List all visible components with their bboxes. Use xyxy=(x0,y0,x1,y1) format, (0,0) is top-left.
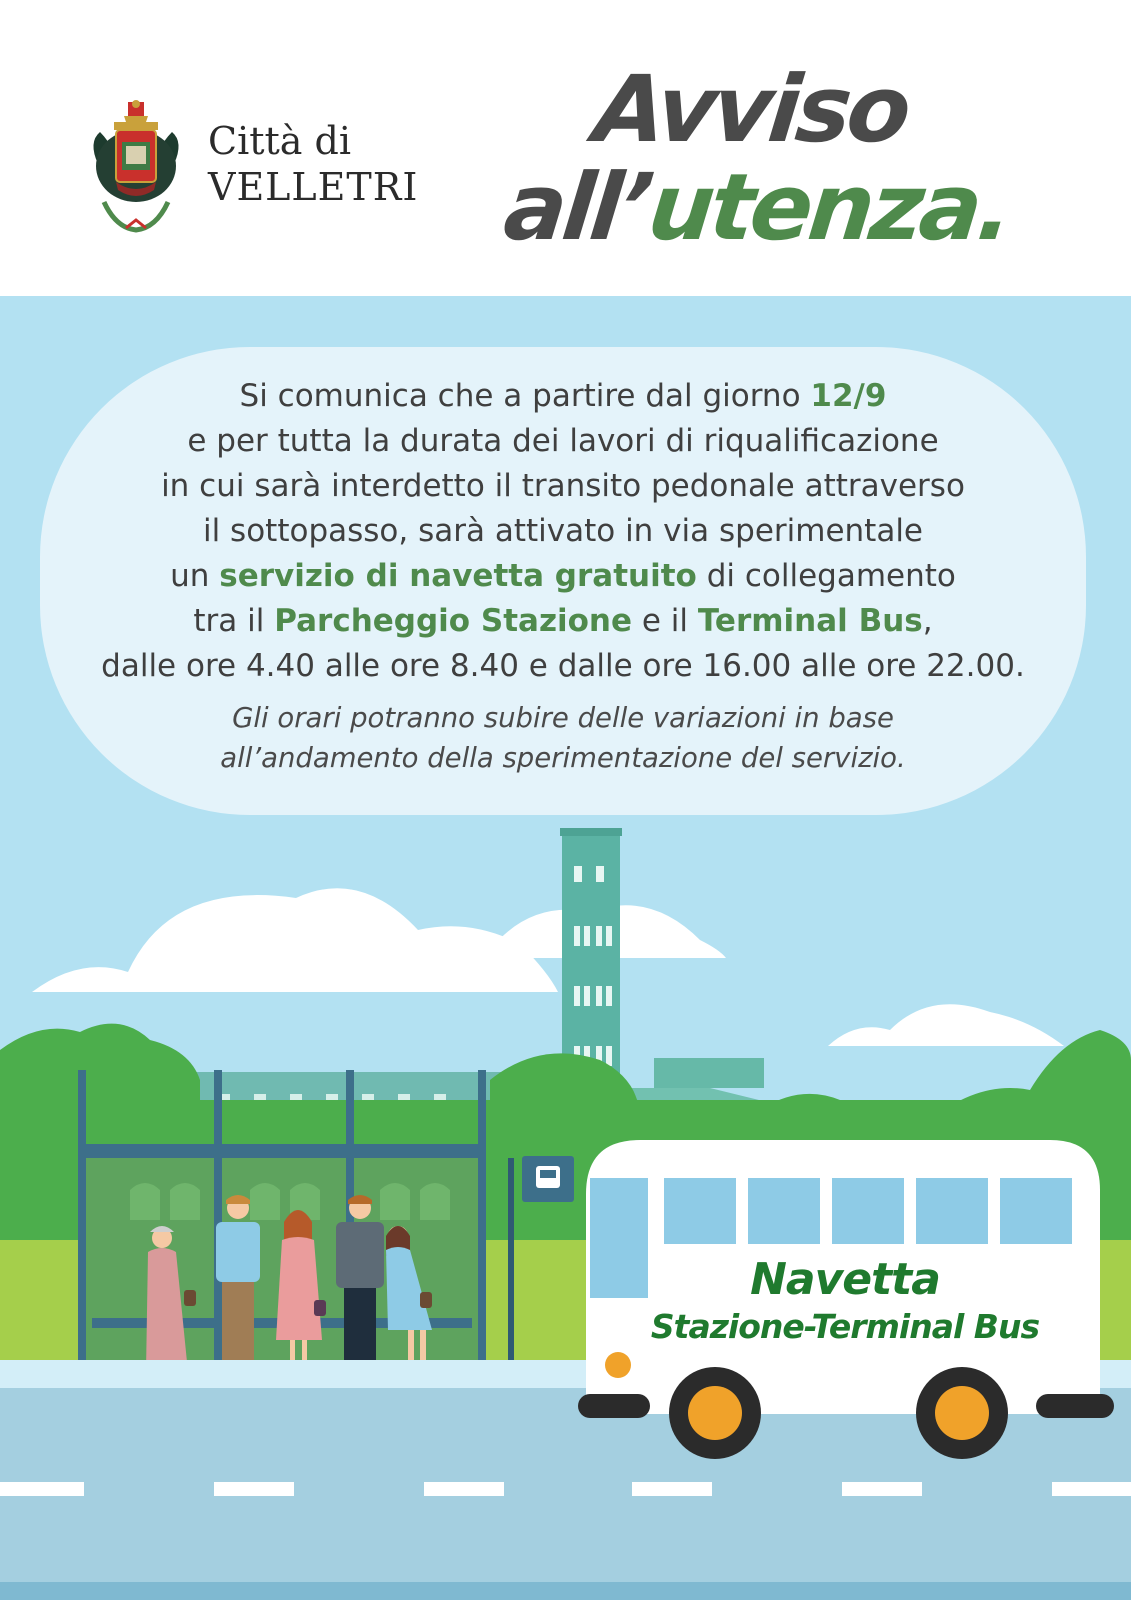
notice-line-5-c: di collegamento xyxy=(696,558,956,594)
notice-line-6-c: e il xyxy=(632,603,698,639)
city-name xyxy=(208,118,418,211)
free-shuttle-service: servizio di navetta gratuito xyxy=(219,558,697,594)
notice-note-line-2: all’andamento della sperimentazione del servizio. xyxy=(220,742,906,774)
notice-line-2: e per tutta la durata dei lavori di riqualificazione xyxy=(187,423,939,459)
notice-line-4: il sottopasso, sarà attivato in via sperimentale xyxy=(202,513,924,549)
city-name-line1: Città di xyxy=(208,119,351,163)
start-date: 12/9 xyxy=(810,378,887,414)
headline xyxy=(499,56,1065,261)
notice-line-6-e: , xyxy=(922,603,933,639)
city-name-line2: VELLETRI xyxy=(208,165,419,210)
headline-line2-green: utenza. xyxy=(643,154,1015,261)
notice-note-line-1: Gli orari potranno subire delle variazioni in base xyxy=(232,702,894,734)
notice-line-3: in cui sarà interdetto il transito pedonale attraverso xyxy=(161,468,965,504)
notice-line-5-a: un xyxy=(170,558,220,594)
headline-line2-grey: all’ xyxy=(499,154,655,261)
station-parking: Parcheggio Stazione xyxy=(274,603,633,639)
headline-line2 xyxy=(499,154,1070,261)
notice-line-7: dalle ore 4.40 alle ore 8.40 e dalle ore 16.00 alle ore 22.00. xyxy=(101,648,1025,684)
bus-label-title: Navetta xyxy=(750,1254,940,1305)
city-crest-emblem xyxy=(86,92,186,240)
notice-line-1 xyxy=(40,374,1086,419)
road-edge xyxy=(0,1582,1131,1600)
bus-label xyxy=(610,1254,1080,1346)
notice-line-1-text: Si comunica che a partire dal giorno xyxy=(239,378,811,414)
header xyxy=(0,0,1131,296)
notice-line-6 xyxy=(40,599,1086,644)
notice-line-6-a: tra il xyxy=(193,603,275,639)
notice-line-5 xyxy=(40,554,1086,599)
bus-label-route: Stazione-Terminal Bus xyxy=(650,1307,1040,1346)
notice-note xyxy=(40,698,1086,778)
headline-line1: Avviso xyxy=(589,56,913,163)
notice-text xyxy=(40,374,1086,689)
terminal-bus: Terminal Bus xyxy=(697,603,923,639)
